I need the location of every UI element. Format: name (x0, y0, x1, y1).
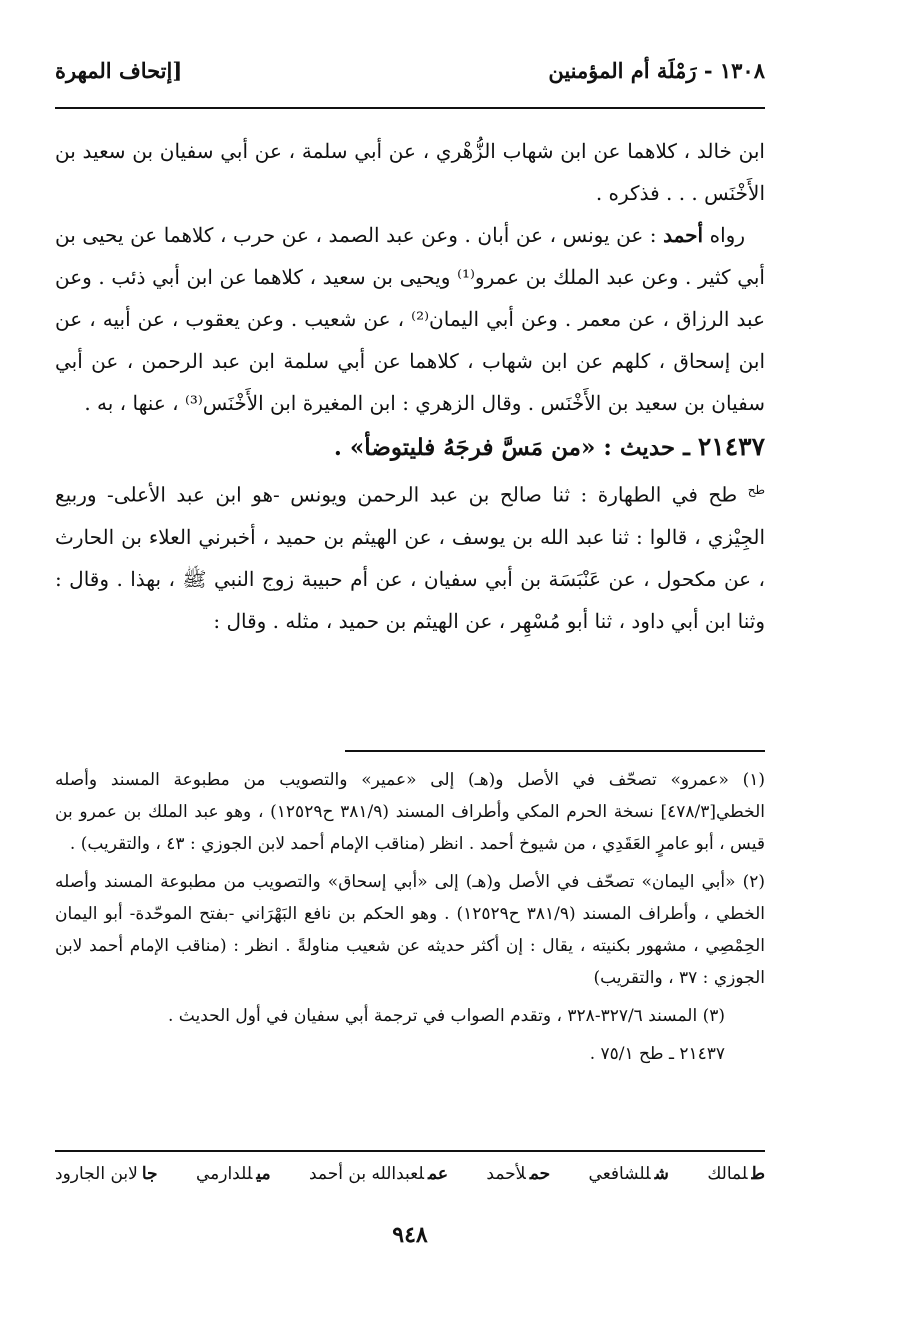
footnote-separator (345, 750, 765, 752)
paragraph-3 (55, 469, 765, 642)
main-text (55, 130, 765, 642)
paragraph-2-text: : عن يونس ، عن أبان . وعن عبد الصمد ، عن حرب ، كلاهما عن يحيى بن أبي كثير . وعن عبد الملك بن عمرو⁽¹⁾ ويحيى بن سعيد ، كلاهما عن ابن أبي ذئب . وعن عبد الرزاق ، عن معمر . وعن أبي اليمان⁽²⁾ ، عن شعيب . وعن يعقوب ، عن أبيه ، عن ابن إسحاق ، كلهم عن ابن شهاب ، كلاهما عن أبي سلمة ابن عبد الرحمن ، عن أبي سفيان بن سعيد بن الأَخْنَس . وقال الزهري : ابن المغيرة ابن الأَخْنَس⁽³⁾ ، عنها ، به . (55, 223, 766, 415)
abbreviation-rule (55, 1150, 765, 1152)
source-mark: طح (747, 483, 765, 497)
paragraph-2 (55, 214, 765, 424)
abbreviation-name: لعبدالله بن أحمد (309, 1164, 424, 1184)
abbreviation-code: ط (751, 1164, 765, 1184)
abbreviation-name: للدارمي (195, 1164, 253, 1184)
header-title-right: ١٣٠٨ - رَمْلَة أم المؤمنين (548, 58, 765, 83)
abbreviation-item (707, 1164, 765, 1184)
abbreviation-code: جا (141, 1164, 158, 1184)
abbreviation-name: لأحمد (486, 1164, 526, 1184)
abbreviation-name: للشافعي (588, 1164, 651, 1184)
abbreviation-item (589, 1164, 669, 1184)
abbreviation-code: ش (654, 1164, 669, 1184)
header-rule (55, 107, 765, 109)
footnote-2: (٢) «أبي اليمان» تصحّف في الأصل و(هـ) إلى «أبي إسحاق» والتصويب من مطبوعة المسند وأصله الخطي ، وأطراف المسند (٣٨١/٩ ح١٢٥٢٩) . وهو الحكم بن نافع البَهْرَاني -بفتح الموحّدة- أبو اليمان الحِمْصِي ، مشهور بكنيته ، يقال : إن أكثر حديثه عن شعيب مناولةً . انظر : (مناقب الإمام أحمد لابن الجوزي : ٣٧ ، والتقريب) (55, 872, 765, 988)
page-number: ٩٤٨ (392, 1222, 428, 1248)
footnotes (55, 764, 765, 1076)
abbreviation-code: عم (428, 1164, 448, 1184)
footnote-3: (٣) المسند ٣٢٧/٦-٣٢٨ ، وتقدم الصواب في ترجمة أبي سفيان في أول الحديث . (168, 1006, 725, 1026)
abbreviation-code: مي (256, 1164, 271, 1184)
footnote-4: ٢١٤٣٧ ـ طح ٧٥/١ . (589, 1044, 725, 1064)
hadith-number: ٢١٤٣٧ (697, 432, 765, 461)
abbreviation-name: لابن الجارود (55, 1164, 138, 1184)
abbreviation-item (196, 1164, 271, 1184)
running-header (55, 58, 765, 98)
abbreviation-item (486, 1164, 550, 1184)
abbreviation-code: حم (529, 1164, 551, 1184)
footnote-1: (١) «عمرو» تصحّف في الأصل و(هـ) إلى «عمير» والتصويب من مطبوعة المسند وأصله الخطي[٤٧٨/٣] نسخة الحرم المكي وأطراف المسند (٣٨١/٩ ح١٢٥٢٩) ، وهو عبد الملك بن عمرو بن قيس ، أبو عامرٍ العَقَدِي ، من شيوخ أحمد . انظر (مناقب الإمام أحمد لابن الجوزي : ٤٣ ، والتقريب) . (55, 770, 765, 854)
narrator-name: أحمد (663, 223, 704, 247)
abbreviation-key (55, 1164, 765, 1184)
hadith-heading (55, 426, 765, 469)
header-title-left: [إتحاف المهرة (55, 58, 183, 83)
abbreviation-item (309, 1164, 448, 1184)
paragraph-3-text: طح في الطهارة : ثنا صالح بن عبد الرحمن ويونس -هو ابن عبد الأعلى- وربيع الجِيْزي ، قالوا : ثنا عبد الله بن يوسف ، عن الهيثم بن حميد ، أخبرني العلاء بن الحارث ، عن مكحول ، عن عَنْبَسَة بن أبي سفيان ، عن أم حبيبة زوج النبي ﷺ ، بهذا . وقال : وثنا ابن أبي داود ، ثنا أبو مُسْهِر ، عن الهيثم بن حميد ، مثله . وقال : (55, 482, 765, 633)
paragraph-2-prefix: رواه (703, 223, 745, 247)
hadith-text: ـ حديث : «من مَسَّ فرجَهُ فليتوضأ» . (333, 434, 698, 461)
header-book-title: إتحاف المهرة (55, 58, 173, 83)
document-page (55, 0, 765, 1329)
abbreviation-item (55, 1164, 158, 1184)
abbreviation-name: لمالك (707, 1164, 748, 1184)
paragraph-1: ابن خالد ، كلاهما عن ابن شهاب الزُّهْري ، عن أبي سلمة ، عن أبي سفيان بن سعيد بن الأَخْنَس . . . فذكره . (55, 139, 765, 205)
